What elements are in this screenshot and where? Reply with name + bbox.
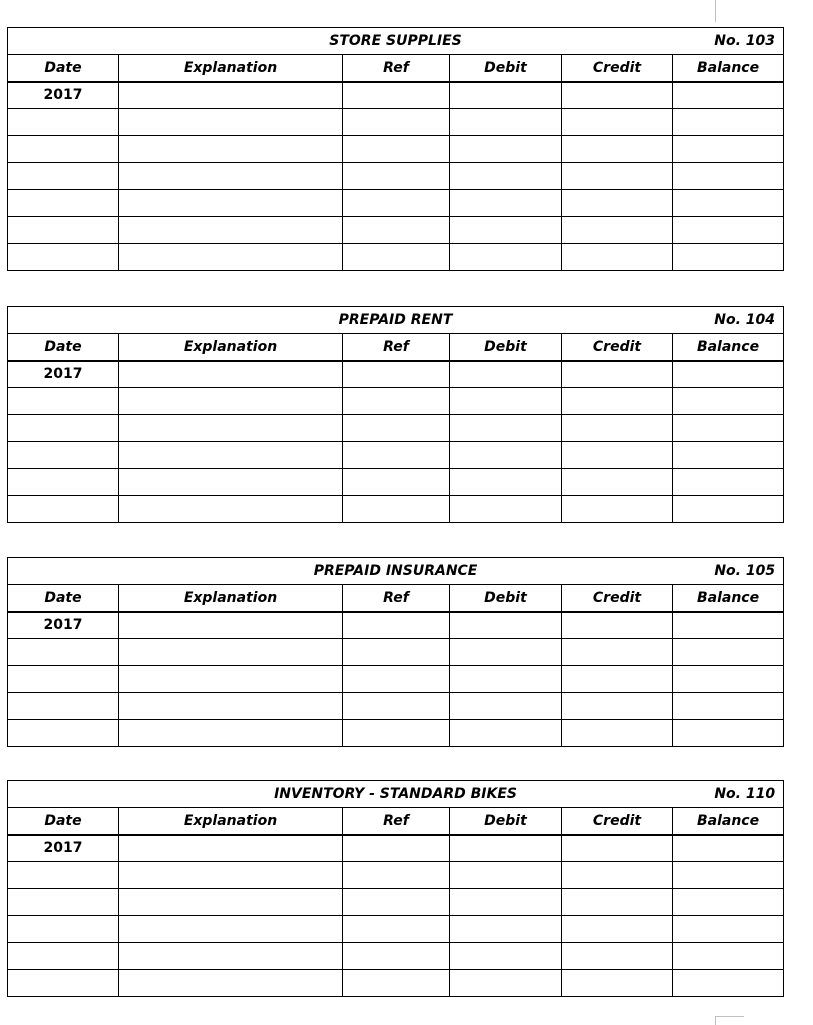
ledger-cell-explanation[interactable] <box>119 639 343 666</box>
ledger-cell-ref[interactable] <box>343 244 450 271</box>
ledger-cell-balance[interactable] <box>673 693 784 720</box>
ledger-cell-explanation[interactable] <box>119 109 343 136</box>
column-header-date: Date <box>8 334 119 361</box>
ledger-entry-row <box>8 720 784 747</box>
ledger-cell-credit[interactable] <box>562 639 673 666</box>
ledger-cell-debit[interactable] <box>450 970 562 997</box>
ledger-entry-row <box>8 612 784 639</box>
ledger-cell-credit[interactable] <box>562 82 673 109</box>
ledger-cell-balance[interactable] <box>673 82 784 109</box>
column-header-row <box>8 808 784 835</box>
ledger-cell-debit[interactable] <box>450 666 562 693</box>
ledger-cell-ref[interactable] <box>343 889 450 916</box>
ledger-cell-debit[interactable] <box>450 693 562 720</box>
ledger-cell-balance[interactable] <box>673 136 784 163</box>
account-name: STORE SUPPLIES <box>329 33 462 49</box>
ledger-cell-date[interactable] <box>8 388 119 415</box>
ledger-entry-row <box>8 889 784 916</box>
ledger-cell-balance[interactable] <box>673 862 784 889</box>
ledger-cell-credit[interactable] <box>562 163 673 190</box>
ledger-cell-explanation[interactable] <box>119 889 343 916</box>
column-header-credit: Credit <box>562 55 673 82</box>
year-cell[interactable]: 2017 <box>8 82 119 109</box>
ledger-cell-ref[interactable] <box>343 388 450 415</box>
ledger-cell-debit[interactable] <box>450 388 562 415</box>
ledger-cell-credit[interactable] <box>562 862 673 889</box>
column-header-balance: Balance <box>673 334 784 361</box>
ledger-cell-explanation[interactable] <box>119 244 343 271</box>
ledger-cell-balance[interactable] <box>673 442 784 469</box>
ledger-entry-row <box>8 190 784 217</box>
column-header-balance: Balance <box>673 585 784 612</box>
ledger-cell-ref[interactable] <box>343 835 450 862</box>
ledger-entry-row <box>8 862 784 889</box>
ledger-cell-balance[interactable] <box>673 109 784 136</box>
year-cell[interactable]: 2017 <box>8 361 119 388</box>
ledger-cell-debit[interactable] <box>450 469 562 496</box>
ledger-cell-credit[interactable] <box>562 720 673 747</box>
ledger-title-cell <box>8 558 784 585</box>
ledger-cell-explanation[interactable] <box>119 835 343 862</box>
ledger-cell-ref[interactable] <box>343 612 450 639</box>
ledger-cell-ref[interactable] <box>343 693 450 720</box>
ledger-cell-credit[interactable] <box>562 835 673 862</box>
column-header-date: Date <box>8 55 119 82</box>
column-header-debit: Debit <box>450 334 562 361</box>
ledger-entry-row <box>8 970 784 997</box>
ledger-cell-debit[interactable] <box>450 244 562 271</box>
ledger-entry-row <box>8 469 784 496</box>
ledger-cell-credit[interactable] <box>562 361 673 388</box>
column-header-balance: Balance <box>673 808 784 835</box>
ledger-entry-row <box>8 916 784 943</box>
ledger-entry-row <box>8 639 784 666</box>
column-header-ref: Ref <box>343 55 450 82</box>
ledger-cell-date[interactable] <box>8 639 119 666</box>
ledger-cell-balance[interactable] <box>673 469 784 496</box>
ledger-entry-row <box>8 82 784 109</box>
column-header-row <box>8 585 784 612</box>
ledger-cell-balance[interactable] <box>673 943 784 970</box>
ledger-cell-explanation[interactable] <box>119 136 343 163</box>
year-cell[interactable]: 2017 <box>8 835 119 862</box>
ledger-entry-row <box>8 361 784 388</box>
account-number: No. 104 <box>714 312 776 328</box>
ledger-cell-explanation[interactable] <box>119 612 343 639</box>
ledger-cell-balance[interactable] <box>673 720 784 747</box>
column-header-explanation: Explanation <box>119 55 343 82</box>
ledger-entry-row <box>8 244 784 271</box>
ledger-cell-balance[interactable] <box>673 639 784 666</box>
ledger-entry-row <box>8 217 784 244</box>
ledger-cell-balance[interactable] <box>673 244 784 271</box>
ledger-cell-ref[interactable] <box>343 190 450 217</box>
ledger-cell-ref[interactable] <box>343 496 450 523</box>
ledger-cell-credit[interactable] <box>562 109 673 136</box>
ledger-cell-explanation[interactable] <box>119 442 343 469</box>
ledger-cell-balance[interactable] <box>673 388 784 415</box>
ledger-cell-credit[interactable] <box>562 136 673 163</box>
ledger-cell-ref[interactable] <box>343 862 450 889</box>
ledger-table <box>7 27 784 271</box>
ledger-title-cell <box>8 307 784 334</box>
ledger-cell-date[interactable] <box>8 442 119 469</box>
ledger-cell-explanation[interactable] <box>119 82 343 109</box>
ledger-table <box>7 557 784 747</box>
ledger-cell-balance[interactable] <box>673 361 784 388</box>
ledger-cell-balance[interactable] <box>673 163 784 190</box>
ledger-cell-debit[interactable] <box>450 835 562 862</box>
ledger-cell-debit[interactable] <box>450 496 562 523</box>
column-header-credit: Credit <box>562 585 673 612</box>
ledger-cell-explanation[interactable] <box>119 217 343 244</box>
column-header-debit: Debit <box>450 808 562 835</box>
ledger-cell-date[interactable] <box>8 970 119 997</box>
ledger-entry-row <box>8 666 784 693</box>
ledger-entry-row <box>8 415 784 442</box>
ledger-cell-credit[interactable] <box>562 190 673 217</box>
ledger-cell-debit[interactable] <box>450 720 562 747</box>
ledger-cell-credit[interactable] <box>562 612 673 639</box>
column-header-row <box>8 334 784 361</box>
ledger-cell-explanation[interactable] <box>119 970 343 997</box>
ledger-cell-date[interactable] <box>8 862 119 889</box>
ledger-cell-explanation[interactable] <box>119 388 343 415</box>
ledger-cell-explanation[interactable] <box>119 943 343 970</box>
ledger-entry-row <box>8 163 784 190</box>
ledger-title-cell <box>8 28 784 55</box>
ledger-cell-explanation[interactable] <box>119 720 343 747</box>
ledger-cell-balance[interactable] <box>673 916 784 943</box>
ledger-table <box>7 780 784 997</box>
ledger-cell-balance[interactable] <box>673 666 784 693</box>
ledger-cell-debit[interactable] <box>450 612 562 639</box>
ledger-cell-date[interactable] <box>8 109 119 136</box>
ledger-cell-date[interactable] <box>8 244 119 271</box>
ledger-cell-ref[interactable] <box>343 136 450 163</box>
column-header-credit: Credit <box>562 334 673 361</box>
ledger-cell-date[interactable] <box>8 720 119 747</box>
ledger-cell-debit[interactable] <box>450 442 562 469</box>
column-header-date: Date <box>8 585 119 612</box>
ledger-cell-date[interactable] <box>8 943 119 970</box>
ledger-cell-date[interactable] <box>8 889 119 916</box>
column-header-ref: Ref <box>343 334 450 361</box>
ledger-cell-explanation[interactable] <box>119 163 343 190</box>
ledger-cell-ref[interactable] <box>343 639 450 666</box>
ledger-cell-date[interactable] <box>8 136 119 163</box>
ledger-cell-credit[interactable] <box>562 442 673 469</box>
ledger-cell-debit[interactable] <box>450 639 562 666</box>
account-name: PREPAID RENT <box>338 312 453 328</box>
ledger-entry-row <box>8 388 784 415</box>
ledger-cell-ref[interactable] <box>343 666 450 693</box>
ledger-table <box>7 306 784 523</box>
ledger-cell-credit[interactable] <box>562 943 673 970</box>
ledger-cell-debit[interactable] <box>450 361 562 388</box>
ledger-cell-credit[interactable] <box>562 693 673 720</box>
ledger-cell-credit[interactable] <box>562 496 673 523</box>
ledger-cell-debit[interactable] <box>450 136 562 163</box>
ledger-cell-balance[interactable] <box>673 496 784 523</box>
ledger-cell-credit[interactable] <box>562 388 673 415</box>
ledger-cell-balance[interactable] <box>673 415 784 442</box>
ledger-cell-date[interactable] <box>8 217 119 244</box>
ledger-entry-row <box>8 109 784 136</box>
crop-mark-top <box>715 0 716 22</box>
ledger-cell-debit[interactable] <box>450 889 562 916</box>
ledger-cell-date[interactable] <box>8 190 119 217</box>
ledger-cell-credit[interactable] <box>562 415 673 442</box>
ledger-cell-ref[interactable] <box>343 720 450 747</box>
ledger-cell-explanation[interactable] <box>119 415 343 442</box>
ledger-cell-ref[interactable] <box>343 970 450 997</box>
ledger-cell-explanation[interactable] <box>119 469 343 496</box>
ledger-cell-balance[interactable] <box>673 190 784 217</box>
account-name: INVENTORY - STANDARD BIKES <box>274 786 517 802</box>
column-header-ref: Ref <box>343 808 450 835</box>
ledger-cell-ref[interactable] <box>343 415 450 442</box>
ledger-cell-balance[interactable] <box>673 970 784 997</box>
ledger-title-cell <box>8 781 784 808</box>
column-header-row <box>8 55 784 82</box>
ledger-cell-credit[interactable] <box>562 916 673 943</box>
ledger-cell-ref[interactable] <box>343 109 450 136</box>
ledger-cell-debit[interactable] <box>450 82 562 109</box>
ledger-cell-debit[interactable] <box>450 163 562 190</box>
ledger-cell-ref[interactable] <box>343 943 450 970</box>
ledger-cell-ref[interactable] <box>343 361 450 388</box>
account-number: No. 103 <box>714 33 776 49</box>
account-number: No. 110 <box>714 786 776 802</box>
ledger-cell-explanation[interactable] <box>119 190 343 217</box>
column-header-debit: Debit <box>450 55 562 82</box>
ledger-entry-row <box>8 693 784 720</box>
column-header-explanation: Explanation <box>119 808 343 835</box>
ledger-cell-balance[interactable] <box>673 217 784 244</box>
ledger-cell-credit[interactable] <box>562 217 673 244</box>
column-header-date: Date <box>8 808 119 835</box>
ledger-cell-debit[interactable] <box>450 862 562 889</box>
ledger-cell-debit[interactable] <box>450 943 562 970</box>
ledger-entry-row <box>8 496 784 523</box>
ledger-cell-ref[interactable] <box>343 82 450 109</box>
ledger-cell-balance[interactable] <box>673 835 784 862</box>
ledger-cell-balance[interactable] <box>673 612 784 639</box>
ledger-cell-debit[interactable] <box>450 217 562 244</box>
account-name: PREPAID INSURANCE <box>313 563 478 579</box>
ledger-cell-explanation[interactable] <box>119 916 343 943</box>
ledger-cell-explanation[interactable] <box>119 862 343 889</box>
ledger-cell-debit[interactable] <box>450 415 562 442</box>
ledger-entry-row <box>8 943 784 970</box>
ledger-cell-credit[interactable] <box>562 666 673 693</box>
ledger-cell-explanation[interactable] <box>119 666 343 693</box>
ledger-cell-credit[interactable] <box>562 244 673 271</box>
column-header-balance: Balance <box>673 55 784 82</box>
column-header-ref: Ref <box>343 585 450 612</box>
ledger-cell-ref[interactable] <box>343 916 450 943</box>
ledger-cell-date[interactable] <box>8 916 119 943</box>
ledger-cell-date[interactable] <box>8 415 119 442</box>
ledger-entry-row <box>8 442 784 469</box>
year-cell[interactable]: 2017 <box>8 612 119 639</box>
ledger-cell-explanation[interactable] <box>119 361 343 388</box>
ledger-cell-credit[interactable] <box>562 970 673 997</box>
ledger-cell-explanation[interactable] <box>119 693 343 720</box>
ledger-cell-explanation[interactable] <box>119 496 343 523</box>
ledger-entry-row <box>8 136 784 163</box>
ledger-cell-credit[interactable] <box>562 469 673 496</box>
ledger-entry-row <box>8 835 784 862</box>
ledger-cell-date[interactable] <box>8 469 119 496</box>
column-header-explanation: Explanation <box>119 585 343 612</box>
ledger-cell-ref[interactable] <box>343 469 450 496</box>
ledger-cell-balance[interactable] <box>673 889 784 916</box>
column-header-explanation: Explanation <box>119 334 343 361</box>
ledger-cell-date[interactable] <box>8 693 119 720</box>
ledger-cell-date[interactable] <box>8 496 119 523</box>
column-header-debit: Debit <box>450 585 562 612</box>
account-number: No. 105 <box>714 563 776 579</box>
ledger-cell-ref[interactable] <box>343 163 450 190</box>
ledger-cell-date[interactable] <box>8 163 119 190</box>
ledger-cell-credit[interactable] <box>562 889 673 916</box>
ledger-cell-ref[interactable] <box>343 217 450 244</box>
ledger-cell-debit[interactable] <box>450 916 562 943</box>
column-header-credit: Credit <box>562 808 673 835</box>
ledger-cell-ref[interactable] <box>343 442 450 469</box>
ledger-cell-debit[interactable] <box>450 190 562 217</box>
ledger-cell-date[interactable] <box>8 666 119 693</box>
ledger-cell-debit[interactable] <box>450 109 562 136</box>
